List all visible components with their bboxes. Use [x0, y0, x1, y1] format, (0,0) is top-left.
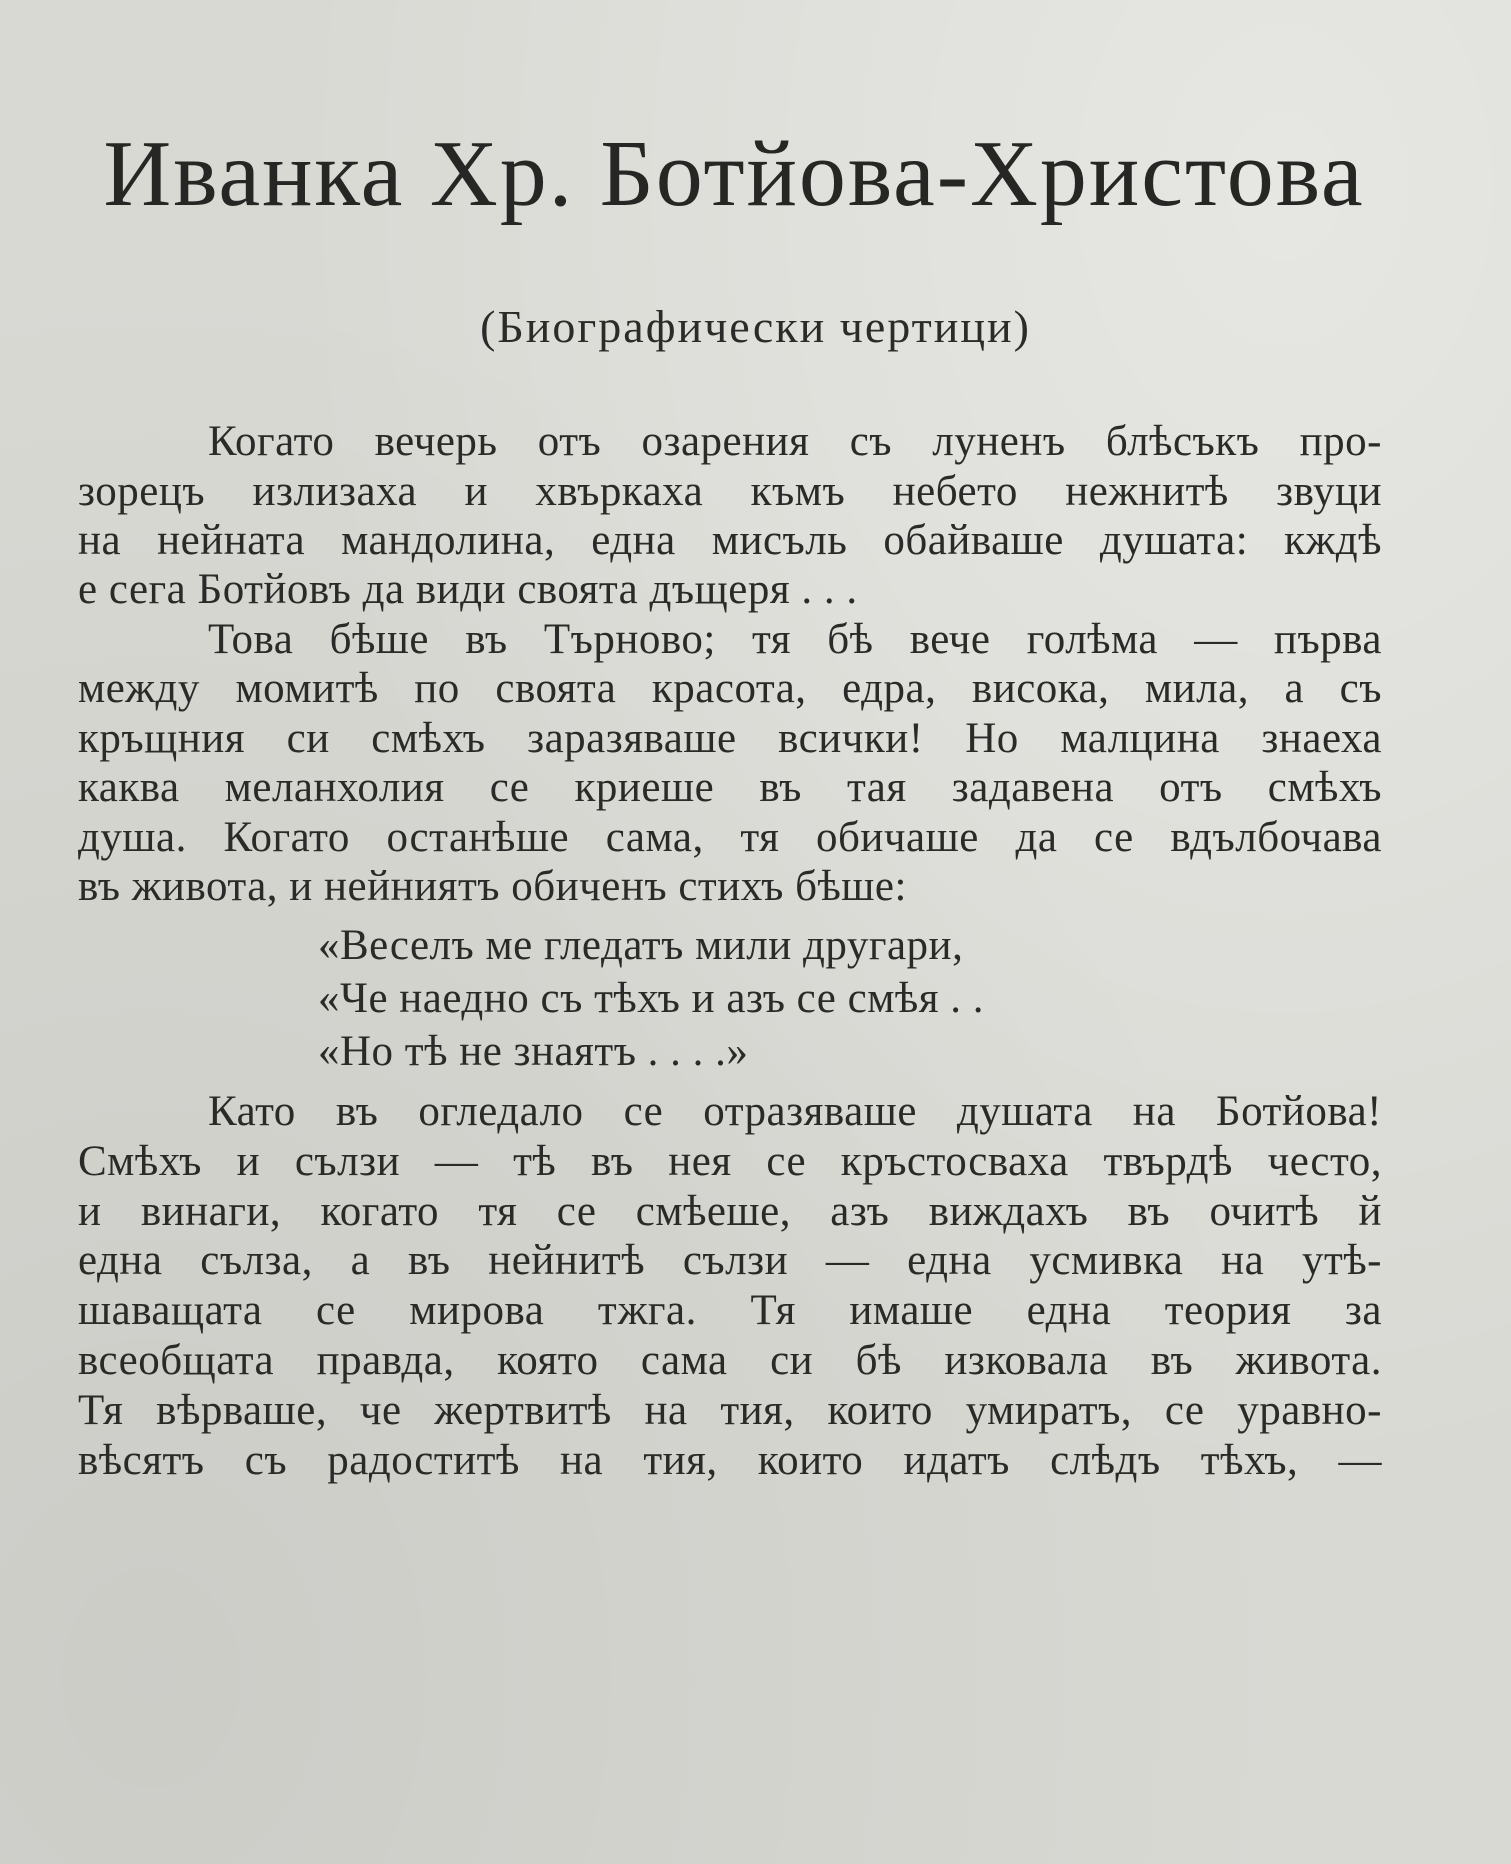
- text-line: една сълза, а въ нейнитѣ сълзи — една усмивка на утѣ-: [78, 1237, 1382, 1284]
- text-line: и винаги, когато тя се смѣеше, азъ виждахъ въ очитѣ й: [78, 1188, 1382, 1235]
- text-line: е сега Ботйовъ да види своята дъщеря . . .: [78, 566, 858, 613]
- text-line: душа. Когато останѣше сама, тя обичаше да се вдълбочава: [78, 814, 1382, 861]
- text-line: Това бѣше въ Търново; тя бѣ вече голѣма — първа: [208, 616, 1382, 663]
- text-line: кръщния си смѣхъ заразяваше всички! Но малцина знаеха: [78, 715, 1382, 762]
- text-line: въ живота, и нейниятъ обиченъ стихъ бѣше:: [78, 863, 907, 910]
- text-line: на нейната мандолина, една мисъль обайваше душата: кждѣ: [78, 517, 1382, 564]
- verse-line: «Но тѣ не знаятъ . . . .»: [318, 1028, 749, 1075]
- text-line: Тя вѣрваше, че жертвитѣ на тия, които умиратъ, се уравно-: [78, 1387, 1382, 1434]
- verse-line: «Веселъ ме гледатъ мили другари,: [318, 922, 964, 969]
- text-line: Смѣхъ и сълзи — тѣ въ нея се кръстосваха твърдѣ често,: [78, 1138, 1382, 1185]
- document-title: Иванка Хр. Ботйова-Христова: [103, 122, 1365, 226]
- text-line: шаващата се мирова тжга. Тя имаше една теория за: [78, 1287, 1382, 1334]
- text-line: каква меланхолия се криеше въ тая задавена отъ смѣхъ: [78, 764, 1382, 811]
- text-line: всеобщата правда, която сама си бѣ изковала въ живота.: [78, 1337, 1382, 1384]
- text-line: вѣсятъ съ радоститѣ на тия, които идатъ слѣдъ тѣхъ, —: [78, 1437, 1382, 1484]
- text-line: Като въ огледало се отразяваше душата на Ботйова!: [208, 1088, 1382, 1135]
- text-line: между момитѣ по своята красота, едра, висока, мила, а съ: [78, 665, 1382, 712]
- document-subtitle: (Биографически чертици): [480, 301, 1031, 352]
- verse-line: «Че наедно съ тѣхъ и азъ се смѣя . .: [318, 975, 985, 1022]
- text-line: Когато вечерь отъ озарения съ луненъ блѣсъкъ про-: [208, 418, 1382, 465]
- text-line: зорецъ излизаха и хвъркаха къмъ небето нежнитѣ звуци: [78, 468, 1382, 515]
